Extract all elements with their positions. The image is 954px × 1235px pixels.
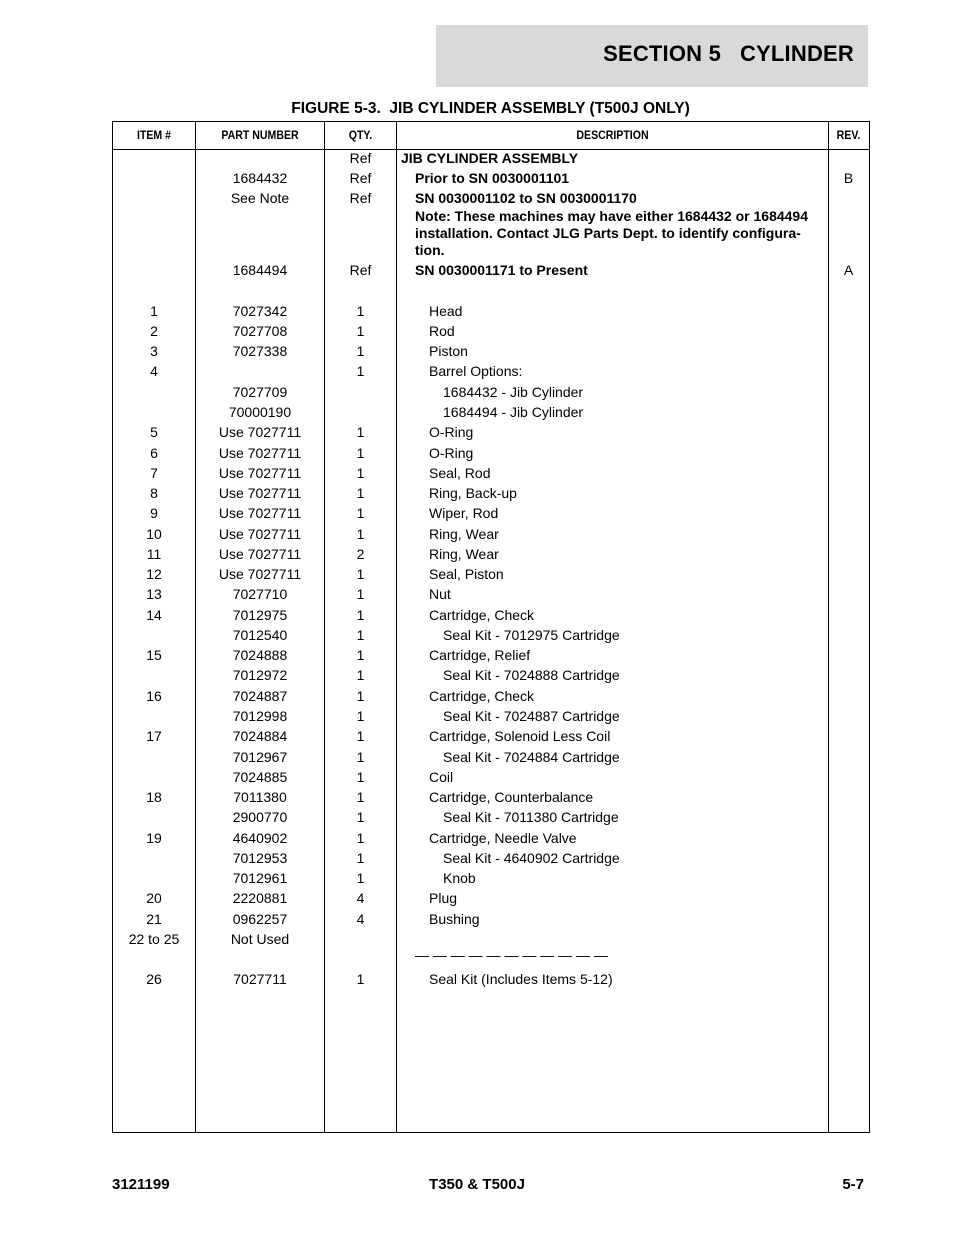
cell-part: 7027342 (232, 303, 288, 319)
cell-qty: 1 (356, 343, 365, 359)
cell-qty: 4 (356, 911, 365, 927)
cell-desc: Coil (429, 769, 454, 785)
cell-part: 7012998 (232, 708, 288, 724)
cell-part: 7027710 (232, 586, 288, 602)
cell-desc: Seal Kit - 4640902 Cartridge (443, 850, 620, 866)
cell-desc: Cartridge, Check (429, 607, 535, 623)
cell-part: 7012975 (232, 607, 288, 623)
cell-qty: Ref (349, 262, 372, 278)
note-line: tion. (415, 242, 445, 258)
cell-desc: Ring, Wear (429, 526, 499, 542)
cell-desc: JIB CYLINDER ASSEMBLY (401, 150, 579, 166)
cell-item: 13 (146, 586, 162, 602)
cell-rev: B (843, 170, 854, 186)
cell-desc: O-Ring (429, 424, 474, 440)
cell-desc: Seal, Piston (429, 566, 504, 582)
cell-desc: 1684494 - Jib Cylinder (443, 404, 584, 420)
cell-qty: 1 (356, 708, 365, 724)
cell-qty: 2 (356, 546, 365, 562)
cell-item: 14 (146, 607, 162, 623)
cell-part: Use 7027711 (218, 465, 302, 481)
cell-item: 11 (146, 546, 162, 562)
note-line: installation. Contact JLG Parts Dept. to identify configura- (415, 225, 801, 241)
cell-qty: 1 (356, 627, 365, 643)
cell-desc: Ring, Wear (429, 546, 499, 562)
cell-qty: Ref (349, 150, 372, 166)
cell-item: 10 (146, 526, 162, 542)
cell-part: Use 7027711 (218, 424, 302, 440)
section-title: SECTION 5 CYLINDER (603, 41, 854, 66)
cell-qty: Ref (349, 190, 372, 206)
cell-part: 7012961 (232, 870, 288, 886)
cell-qty: 1 (356, 566, 365, 582)
cell-item: 4 (150, 363, 158, 379)
cell-part: 7024885 (232, 769, 288, 785)
cell-desc: Plug (429, 890, 458, 906)
header-description: DESCRIPTION (576, 128, 649, 142)
column-divider (396, 122, 397, 1132)
cell-qty: 1 (356, 323, 365, 339)
cell-qty: 1 (356, 465, 365, 481)
cell-item: 26 (146, 971, 162, 987)
cell-part: Use 7027711 (218, 546, 302, 562)
cell-part: Use 7027711 (218, 526, 302, 542)
cell-qty: 1 (356, 303, 365, 319)
cell-qty: 1 (356, 971, 365, 987)
cell-part: 7027708 (232, 323, 288, 339)
cell-qty: 1 (356, 607, 365, 623)
cell-desc: Cartridge, Relief (429, 647, 531, 663)
parts-table (112, 121, 870, 1133)
cell-desc: Head (429, 303, 463, 319)
cell-part: 7024888 (232, 647, 288, 663)
cell-item: 9 (150, 505, 158, 521)
cell-item: 8 (150, 485, 158, 501)
cell-part: 2220881 (232, 890, 288, 906)
cell-qty: 1 (356, 870, 365, 886)
cell-qty: 1 (356, 749, 365, 765)
header-item: ITEM # (136, 128, 172, 142)
cell-item: 3 (150, 343, 158, 359)
cell-part: 7012953 (232, 850, 288, 866)
cell-desc: Seal Kit - 7011380 Cartridge (443, 809, 619, 825)
cell-part: Use 7027711 (218, 485, 302, 501)
cell-item: 16 (146, 688, 162, 704)
cell-qty: 1 (356, 485, 365, 501)
cell-desc: Cartridge, Needle Valve (429, 830, 577, 846)
cell-qty: 1 (356, 789, 365, 805)
cell-part: Use 7027711 (218, 445, 302, 461)
cell-qty: 1 (356, 769, 365, 785)
cell-item: 21 (146, 911, 162, 927)
cell-item: 22 to 25 (128, 931, 180, 947)
cell-desc: Seal Kit - 7024884 Cartridge (443, 749, 620, 765)
cell-part: 1684432 (232, 170, 288, 186)
cell-qty: 1 (356, 809, 365, 825)
cell-qty: 1 (356, 424, 365, 440)
cell-item: 17 (146, 728, 162, 744)
header-rev: REV. (836, 128, 861, 142)
cell-desc (401, 208, 840, 259)
header-part-number: PART NUMBER (221, 128, 299, 142)
cell-desc: Rod (429, 323, 455, 339)
cell-desc: 1684432 - Jib Cylinder (443, 384, 584, 400)
cell-rev: A (843, 262, 854, 278)
cell-desc: SN 0030001171 to Present (415, 262, 588, 278)
footer-doc-number: 3121199 (112, 1176, 170, 1193)
cell-desc: Seal Kit - 7012975 Cartridge (443, 627, 620, 643)
header-qty: QTY. (348, 128, 373, 142)
cell-item: 18 (146, 789, 162, 805)
cell-qty: 1 (356, 728, 365, 744)
cell-desc: Cartridge, Solenoid Less Coil (429, 728, 611, 744)
cell-part: 7012540 (232, 627, 288, 643)
cell-desc: Wiper, Rod (429, 505, 499, 521)
cell-part: 4640902 (232, 830, 288, 846)
cell-part: 7027711 (233, 971, 287, 987)
cell-part: 7027709 (232, 384, 288, 400)
cell-desc: O-Ring (429, 445, 474, 461)
cell-part: 7024887 (232, 688, 288, 704)
note-line: Note: These machines may have either 1684432 or 1684494 (415, 208, 808, 224)
cell-desc: Seal Kit - 7024887 Cartridge (443, 708, 620, 724)
cell-item: 20 (146, 890, 162, 906)
cell-part: See Note (230, 190, 290, 206)
cell-item: 12 (146, 566, 162, 582)
cell-desc: Prior to SN 0030001101 (415, 170, 570, 186)
cell-desc: Ring, Back-up (429, 485, 517, 501)
figure-title: FIGURE 5-3. JIB CYLINDER ASSEMBLY (T500J ONLY) (291, 100, 690, 117)
cell-qty: Ref (349, 170, 372, 186)
footer-model: T350 & T500J (429, 1176, 525, 1193)
cell-item: 7 (150, 465, 158, 481)
cell-part: 7011380 (233, 789, 287, 805)
cell-part: Use 7027711 (218, 505, 302, 521)
cell-desc: Cartridge, Counterbalance (429, 789, 594, 805)
cell-part: Use 7027711 (218, 566, 302, 582)
cell-qty: 1 (356, 505, 365, 521)
cell-item: 1 (150, 303, 158, 319)
cell-part: Not Used (230, 931, 290, 947)
footer-page-number: 5-7 (842, 1176, 864, 1193)
cell-desc: Piston (429, 343, 468, 359)
cell-part: 0962257 (232, 911, 288, 927)
cell-desc: Seal Kit - 7024888 Cartridge (443, 667, 620, 683)
cell-desc: — — — — — — — — — — — (415, 947, 608, 963)
cell-desc: SN 0030001102 to SN 0030001170 (415, 190, 637, 206)
cell-desc: Bushing (429, 911, 480, 927)
cell-desc: Barrel Options: (429, 363, 523, 379)
cell-part: 7024884 (232, 728, 288, 744)
cell-qty: 1 (356, 526, 365, 542)
cell-qty: 1 (356, 850, 365, 866)
cell-desc: Cartridge, Check (429, 688, 535, 704)
cell-part: 7012972 (232, 667, 288, 683)
cell-qty: 1 (356, 688, 365, 704)
cell-part: 7027338 (232, 343, 288, 359)
cell-item: 6 (150, 445, 158, 461)
cell-qty: 4 (356, 890, 365, 906)
cell-qty: 1 (356, 667, 365, 683)
section-header (436, 25, 868, 87)
cell-qty: 1 (356, 586, 365, 602)
cell-item: 2 (150, 323, 158, 339)
cell-desc: Seal, Rod (429, 465, 491, 481)
cell-qty: 1 (356, 445, 365, 461)
cell-desc: Seal Kit (Includes Items 5-12) (429, 971, 613, 987)
cell-desc: Nut (429, 586, 451, 602)
cell-part: 1684494 (232, 262, 288, 278)
cell-qty: 1 (356, 647, 365, 663)
cell-desc: Knob (443, 870, 476, 886)
cell-part: 7012967 (232, 749, 288, 765)
cell-item: 15 (146, 647, 162, 663)
cell-part: 70000190 (228, 404, 292, 420)
cell-qty: 1 (356, 363, 365, 379)
cell-item: 19 (146, 830, 162, 846)
cell-item: 5 (150, 424, 158, 440)
cell-qty: 1 (356, 830, 365, 846)
cell-part: 2900770 (232, 809, 288, 825)
